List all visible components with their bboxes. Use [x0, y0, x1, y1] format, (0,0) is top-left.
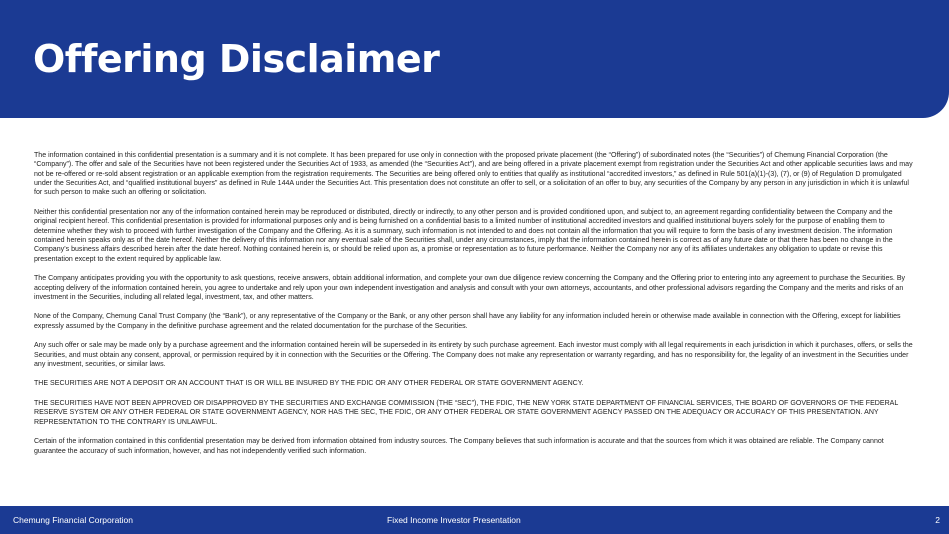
disclaimer-paragraph: Neither this confidential presentation nor any of the information contained herein may be reproduced or distributed, directly or indirectly, to any other person and is provided conditioned upon, and subject to, an agreement regarding confidentiality between the Company and the original recipient hereof. This confidential presentation is provided for informational purposes only and is being furnished on a confidential basis to a limited number of institutional accredited investors and qualified institutional buyers solely for the purpose of enabling them to determine whether they wish to proceed with further investigation of the Company and the Offering. As it is a summary, such information is not intended to and does not contain all the information that you will require to form the basis of any investment decision. The information contained herein speaks only as of the date hereof. Neither the delivery of this information nor any eventual sale of the Securities shall, under any circumstances, imply that the information contained herein is correct as of any future date or that there has been no change in the Company’s business affairs described herein after the date hereof. Nothing contained herein is, or should be relied upon as, a promise or representation as to future performance. Neither the Company nor any of its affiliates undertakes any obligation to update or revise this presentation except to the extent required by applicable law.: [34, 208, 893, 263]
disclaimer-paragraph: None of the Company, Chemung Canal Trust Company (the “Bank”), or any representative of the Company or the Bank, or any other person shall have any liability for any information included herein or otherwise made available in connection with the Offering, except for liabilities expressly assumed by the Company in the definitive purchase agreement and the related documentation for the purchase of the Securities.: [34, 313, 901, 330]
disclaimer-paragraph: Certain of the information contained in this confidential presentation may be derived from information obtained from industry sources. The Company believes that such information is accurate and that the sources from which it was obtained are reliable. The Company cannot guarantee the accuracy of such information, however, and has not independently verified such information.: [34, 438, 884, 455]
header-banner: [0, 0, 949, 118]
disclaimer-paragraph: THE SECURITIES ARE NOT A DEPOSIT OR AN ACCOUNT THAT IS OR WILL BE INSURED BY THE FDIC OR ANY OTHER FEDERAL OR STATE GOVERNMENT AGENCY.: [34, 380, 584, 388]
footer-presentation-title: Fixed Income Investor Presentation: [387, 515, 521, 525]
page-title: Offering Disclaimer: [33, 37, 440, 81]
disclaimer-paragraph: The information contained in this confidential presentation is a summary and it is not complete. It has been prepared for use only in connection with the proposed private placement (the “Offering”) of subordinated notes (the “Securities”) of Chemung Financial Corporation (the “Company”). The offer and sale of the Securities have not been registered under the Securities Act of 1933, as amended (the “Securities Act”), and are being offered in a private placement exempt from registration under the Securities Act and other applicable securities laws and may not be re-offered or re-sold absent registration or an applicable exemption from the registration requirements. The Securities are being offered only to entities that qualify as institutional “accredited investors,” as defined in Rule 501(a)(1)-(3), (7), or (9) of Regulation D promulgated under the Securities Act, and “qualified institutional buyers” as defined in Rule 144A under the Securities Act. This presentation does not constitute an offer to sell, or a solicitation of an offer to buy, any securities of the Company by any person in any jurisdiction in which it is unlawful for such person to make such an offering or solicitation.: [34, 152, 913, 197]
disclaimer-paragraph: THE SECURITIES HAVE NOT BEEN APPROVED OR DISAPPROVED BY THE SECURITIES AND EXCHANGE COMMISSION (THE “SEC”), THE FDIC, THE NEW YORK STATE DEPARTMENT OF FINANCIAL SERVICES, THE BOARD OF GOVERNORS OF THE FEDERAL RESERVE SYSTEM OR ANY OTHER FEDERAL OR STATE GOVERNMENT AGENCY, NOR HAS THE SEC, THE FDIC, OR ANY OTHER FEDERAL OR STATE GOVERNMENT AGENCY PASSED ON THE ADEQUACY OR ACCURACY OF THIS PRESENTATION. ANY REPRESENTATION TO THE CONTRARY IS UNLAWFUL.: [34, 400, 899, 426]
disclaimer-body: [34, 151, 914, 466]
disclaimer-paragraph: Any such offer or sale may be made only by a purchase agreement and the information contained herein will be superseded in its entirety by such purchase agreement. Each investor must comply with all legal requirements in each jurisdiction in which it purchases, offers, or sells the Securities, and must obtain any consent, approval, or permission required by it in connection with the Securities or the Offering. The Company does not make any representation or warranty regarding, and has no responsibility for, the legality of an investment in the Securities under any investment, securities, or similar laws.: [34, 342, 913, 368]
footer-company-name: Chemung Financial Corporation: [13, 515, 134, 525]
page-number: 2: [935, 515, 940, 525]
disclaimer-paragraph: The Company anticipates providing you with the opportunity to ask questions, receive answers, obtain additional information, and complete your own due diligence review concerning the Company and the Offering prior to entering into any agreement to purchase the Securities. By accepting delivery of the information contained herein, you agree to undertake and rely upon your own independent investigation and analysis and consult with your own attorneys, accountants, and other professional advisors regarding the Company and the merits and risks of an investment in the Securities, including all related legal, investment, tax, and other matters.: [34, 275, 906, 301]
footer-bar: [0, 506, 949, 534]
